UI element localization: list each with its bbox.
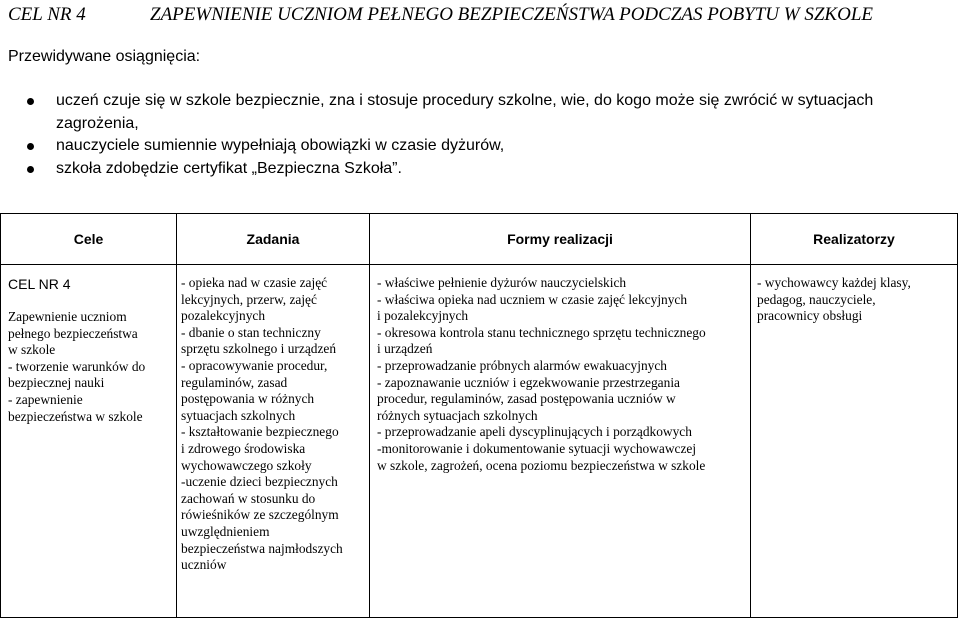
task-line: lekcyjnych, przerw, zajęć — [181, 291, 317, 307]
bullet-icon — [27, 166, 34, 173]
task-line: sytuacjach szkolnych — [181, 407, 296, 423]
column-header-realizers: Realizatorzy — [751, 214, 958, 265]
achievement-item — [20, 158, 940, 181]
achievement-item — [20, 135, 940, 158]
achievement-text: szkoła zdobędzie certyfikat „Bezpieczna Szkoła”. — [56, 159, 402, 177]
table-header-row — [1, 214, 958, 265]
column-header-goals: Cele — [1, 214, 177, 265]
achievement-text: nauczyciele sumiennie wypełniają obowiązki w czasie dyżurów, — [56, 137, 505, 155]
task-line: postępowania w różnych — [181, 391, 315, 407]
task-line: i zdrowego środowiska — [181, 440, 306, 456]
form-line: - właściwa opieka nad uczniem w czasie zajęć lekcyjnych — [377, 291, 688, 307]
forms-cell — [370, 265, 751, 618]
goal-line: - zapewnienie — [8, 391, 83, 407]
task-line: bezpieczeństwa najmłodszych — [181, 540, 343, 556]
goal-line: bezpieczeństwa w szkole — [8, 408, 143, 424]
task-line: regulaminów, zasad — [181, 374, 288, 390]
bullet-icon — [27, 143, 34, 150]
goal-line: Zapewnienie uczniom — [8, 309, 127, 324]
tasks-cell — [177, 265, 370, 618]
table-row — [1, 265, 958, 618]
form-line: i urządzeń — [377, 341, 433, 357]
column-header-tasks: Zadania — [177, 214, 370, 265]
goal-number: CEL NR 4 — [8, 276, 71, 292]
plan-table — [0, 213, 958, 618]
task-line: - opieka nad w czasie zajęć — [181, 275, 328, 290]
document-header — [8, 4, 956, 26]
form-line: -monitorowanie i dokumentowanie sytuacji wychowawczej — [377, 440, 697, 456]
form-line: i pozalekcyjnych — [377, 308, 469, 324]
realizers-cell — [751, 265, 958, 618]
form-line: - przeprowadzanie próbnych alarmów ewakuacyjnych — [377, 357, 667, 373]
task-line: pozalekcyjnych — [181, 308, 266, 324]
task-line: - dbanie o stan techniczny — [181, 324, 321, 340]
goal-number-heading: CEL NR 4 — [8, 4, 86, 25]
task-line: wychowawczego szkoły — [181, 457, 312, 473]
achievement-item — [20, 90, 940, 135]
form-line: - zapoznawanie uczniów i egzekwowanie przestrzegania — [377, 374, 680, 390]
task-line: - opracowywanie procedur, — [181, 357, 328, 373]
task-line: uwzględnieniem — [181, 523, 270, 539]
achievement-text: uczeń czuje się w szkole bezpiecznie, zna i stosuje procedury szkolne, wie, do kogo może się zwrócić w sytuacjach — [56, 92, 874, 109]
realizer-line: - wychowawcy każdej klasy, — [757, 275, 911, 290]
task-line: - kształtowanie bezpiecznego — [181, 424, 339, 440]
column-header-forms: Formy realizacji — [370, 214, 751, 265]
goal-line: w szkole — [8, 342, 56, 358]
form-line: procedur, regulaminów, zasad postępowania uczniów w — [377, 391, 676, 407]
task-line: rówieśników ze szczególnym — [181, 507, 339, 523]
task-line: zachowań w stosunku do — [181, 490, 316, 506]
realizer-line: pedagog, nauczyciele, — [757, 291, 876, 307]
expected-achievements-label: Przewidywane osiągnięcia: — [8, 48, 201, 65]
bullet-icon — [27, 98, 34, 105]
form-line: różnych sytuacjach szkolnych — [377, 407, 538, 423]
realizer-line: pracownicy obsługi — [757, 308, 863, 324]
task-line: uczniów — [181, 557, 227, 573]
form-line: - właściwe pełnienie dyżurów nauczycielskich — [377, 275, 627, 290]
goals-cell — [1, 265, 177, 618]
goal-line: bezpiecznej nauki — [8, 375, 105, 391]
document-title: ZAPEWNIENIE UCZNIOM PEŁNEGO BEZPIECZEŃSTWA PODCZAS POBYTU W SZKOLE — [150, 4, 873, 25]
goal-line: pełnego bezpieczeństwa — [8, 325, 138, 341]
goal-line: - tworzenie warunków do — [8, 358, 146, 374]
form-line: - okresowa kontrola stanu technicznego sprzętu technicznego — [377, 324, 706, 340]
form-line: - przeprowadzanie apeli dyscyplinujących i porządkowych — [377, 424, 692, 440]
form-line: w szkole, zagrożeń, ocena poziomu bezpieczeństwa w szkole — [377, 457, 706, 473]
achievement-text-continued: zagrożenia, — [56, 114, 139, 132]
task-line: -uczenie dzieci bezpiecznych — [181, 474, 338, 490]
achievements-list — [20, 90, 940, 180]
task-line: sprzętu szkolnego i urządzeń — [181, 341, 337, 357]
